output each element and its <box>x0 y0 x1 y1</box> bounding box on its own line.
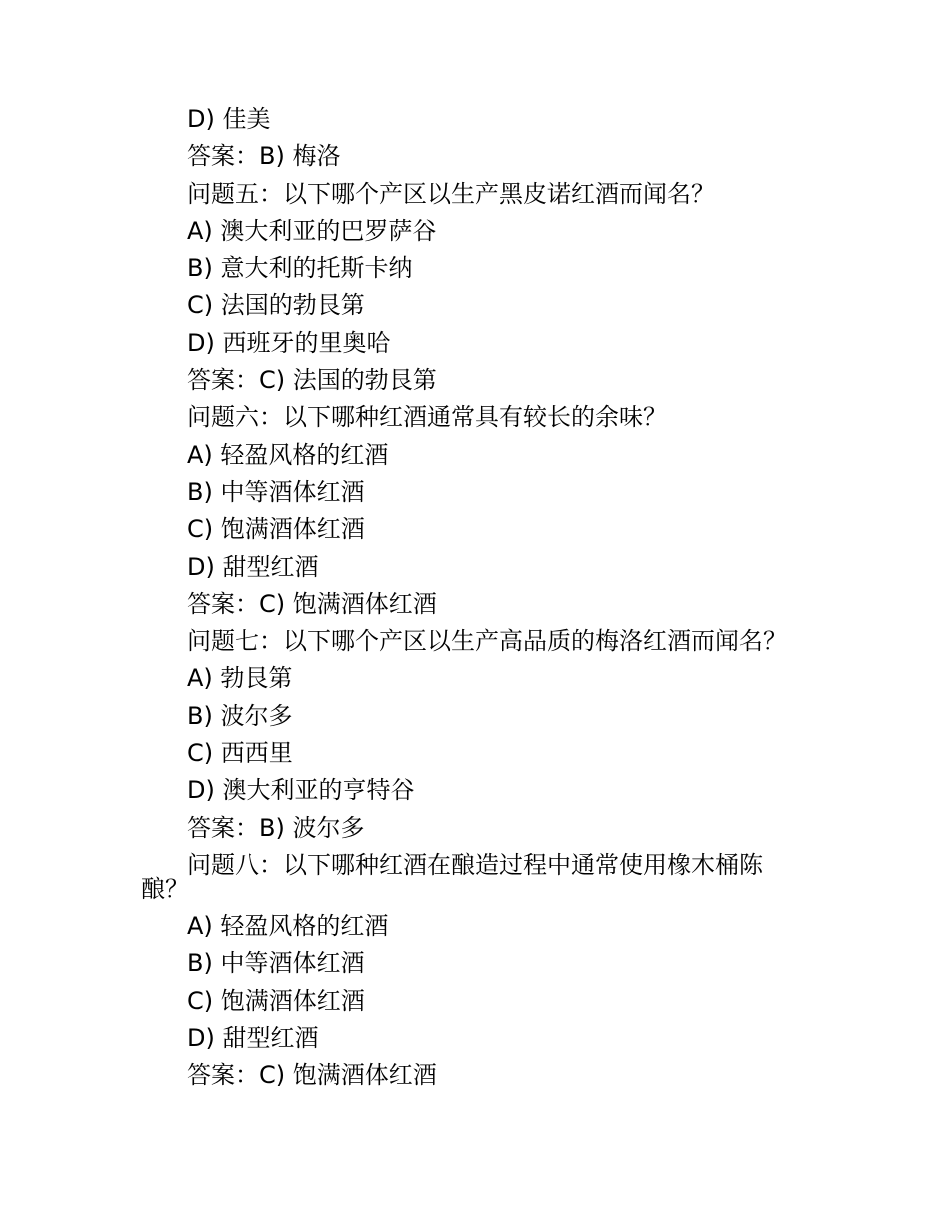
option-c-q6: C) 饱满酒体红酒 <box>187 515 365 544</box>
option-b-q7: B) 波尔多 <box>187 701 293 730</box>
answer-q6: 答案：C) 饱满酒体红酒 <box>187 589 437 618</box>
option-b-q6: B) 中等酒体红酒 <box>187 477 365 506</box>
answer-q7: 答案：B) 波尔多 <box>187 813 365 842</box>
option-d-q4: D) 佳美 <box>187 105 271 133</box>
question-6: 问题六：以下哪种红酒通常具有较长的余味？ <box>187 403 667 432</box>
option-a-q8: A) 轻盈风格的红酒 <box>187 911 389 940</box>
answer-q8: 答案：C) 饱满酒体红酒 <box>187 1061 437 1090</box>
option-c-q8: C) 饱满酒体红酒 <box>187 986 365 1015</box>
option-c-q5: C) 法国的勃艮第 <box>187 291 365 320</box>
option-b-q5: B) 意大利的托斯卡纳 <box>187 254 413 283</box>
answer-q5: 答案：C) 法国的勃艮第 <box>187 366 437 395</box>
question-8: 问题八：以下哪种红酒在酿造过程中通常使用橡木桶陈酿？ <box>141 850 763 903</box>
option-d-q5: D) 西班牙的里奥哈 <box>187 328 391 357</box>
question-5: 问题五：以下哪个产区以生产黑皮诺红酒而闻名？ <box>187 179 715 208</box>
option-d-q8: D) 甜型红酒 <box>187 1023 319 1052</box>
question-7: 问题七：以下哪个产区以生产高品质的梅洛红酒而闻名？ <box>187 627 787 656</box>
option-a-q5: A) 澳大利亚的巴罗萨谷 <box>187 216 437 245</box>
option-d-q7: D) 澳大利亚的亨特谷 <box>187 776 415 805</box>
option-a-q7: A) 勃艮第 <box>187 664 293 693</box>
answer-q4: 答案：B) 梅洛 <box>187 142 341 171</box>
option-c-q7: C) 西西里 <box>187 739 293 768</box>
option-b-q8: B) 中等酒体红酒 <box>187 949 365 978</box>
option-a-q6: A) 轻盈风格的红酒 <box>187 440 389 469</box>
document-body <box>141 101 821 1094</box>
option-d-q6: D) 甜型红酒 <box>187 552 319 581</box>
